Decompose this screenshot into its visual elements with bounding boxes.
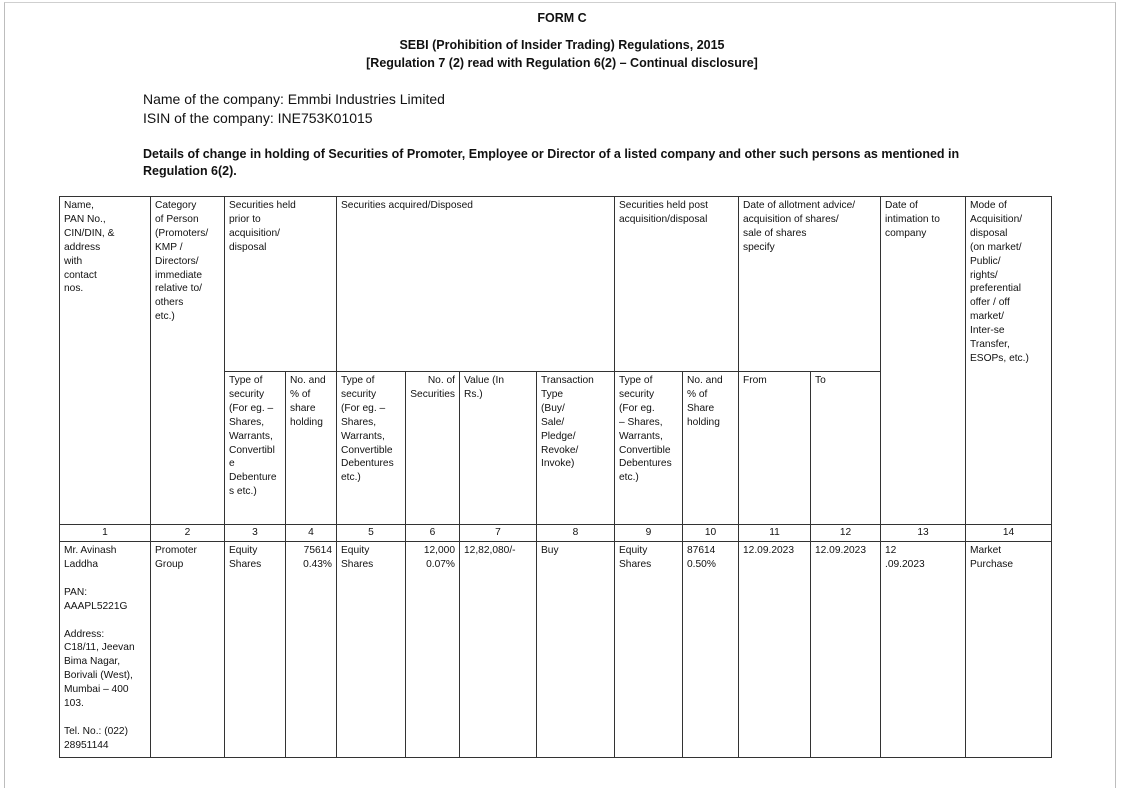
- column-number: 9: [615, 525, 683, 542]
- cell-mode: Market Purchase: [966, 541, 1052, 757]
- cell-acq-no: 12,000 0.07%: [406, 541, 460, 757]
- column-number: 6: [406, 525, 460, 542]
- disclosure-table: [59, 196, 1052, 758]
- cell-prior-type: Equity Shares: [225, 541, 286, 757]
- column-number: 1: [60, 525, 151, 542]
- header-held-prior: Securities held prior to acquisition/ disposal: [225, 197, 337, 372]
- subheader-from: From: [739, 372, 811, 525]
- header-acquired-disposed: Securities acquired/Disposed: [337, 197, 615, 372]
- cell-acq-type: Equity Shares: [337, 541, 406, 757]
- column-number: 7: [460, 525, 537, 542]
- cell-category: Promoter Group: [151, 541, 225, 757]
- subheader-acq-type: Type of security (For eg. – Shares, Warrants, Convertible Debentures etc.): [337, 372, 406, 525]
- subheader-post-no: No. and % of Share holding: [683, 372, 739, 525]
- address-label: Address:: [64, 628, 105, 640]
- person-name: Mr. Avinash Laddha: [64, 544, 117, 570]
- header-held-post: Securities held post acquisition/disposal: [615, 197, 739, 372]
- cell-post-type: Equity Shares: [615, 541, 683, 757]
- column-number: 14: [966, 525, 1052, 542]
- column-number: 13: [881, 525, 966, 542]
- regulation-title: SEBI (Prohibition of Insider Trading) Regulations, 2015: [399, 38, 725, 52]
- column-number: 12: [811, 525, 881, 542]
- cell-acq-value: 12,82,080/-: [460, 541, 537, 757]
- column-number-row: [60, 525, 1052, 542]
- table-row: [60, 541, 1052, 757]
- column-number: 10: [683, 525, 739, 542]
- subheader-acq-no: No. of Securities: [406, 372, 460, 525]
- header-mode: Mode of Acquisition/ disposal (on market/ Public/ rights/ preferential offer / off market/ Inter-se Transfer, ESOPs, etc.): [966, 197, 1052, 525]
- table-header-row: [60, 197, 1052, 372]
- address-value: C18/11, Jeevan Bima Nagar, Borivali (West), Mumbai – 400 103.: [64, 642, 135, 710]
- regulation-reference: [Regulation 7 (2) read with Regulation 6(2) – Continual disclosure]: [366, 56, 758, 70]
- subheader-to: To: [811, 372, 881, 525]
- subheader-acq-txn: Transaction Type (Buy/ Sale/ Pledge/ Revoke/ Invoke): [537, 372, 615, 525]
- header-intimation-date: Date of intimation to company: [881, 197, 966, 525]
- column-number: 3: [225, 525, 286, 542]
- header-category: Category of Person (Promoters/ KMP / Directors/ immediate relative to/ others etc.): [151, 197, 225, 525]
- column-number: 4: [286, 525, 337, 542]
- subheader-prior-type: Type of security (For eg. – Shares, Warrants, Convertibl e Debenture s etc.): [225, 372, 286, 525]
- column-number: 2: [151, 525, 225, 542]
- cell-intimation-date: 12 .09.2023: [881, 541, 966, 757]
- tel-line: Tel. No.: (022): [64, 725, 128, 737]
- pan-number: AAAPL5221G: [64, 600, 128, 612]
- header-name: Name, PAN No., CIN/DIN, & address with contact nos.: [60, 197, 151, 525]
- tel-number: 28951144: [64, 739, 109, 751]
- company-isin: ISIN of the company: INE753K01015: [143, 110, 373, 126]
- cell-from-date: 12.09.2023: [739, 541, 811, 757]
- cell-post-no: 87614 0.50%: [683, 541, 739, 757]
- subheader-prior-no: No. and % of share holding: [286, 372, 337, 525]
- details-heading: Details of change in holding of Securities of Promoter, Employee or Director of a listed company and other such persons as mentioned in Regulation 6(2).: [143, 147, 960, 178]
- subheader-acq-value: Value (In Rs.): [460, 372, 537, 525]
- form-title: FORM C: [537, 11, 587, 25]
- pan-label: PAN:: [64, 586, 88, 598]
- column-number: 11: [739, 525, 811, 542]
- cell-to-date: 12.09.2023: [811, 541, 881, 757]
- column-number: 5: [337, 525, 406, 542]
- cell-prior-no: 75614 0.43%: [286, 541, 337, 757]
- cell-name-details: [60, 541, 151, 757]
- header-allotment-date: Date of allotment advice/ acquisition of shares/ sale of shares specify: [739, 197, 881, 372]
- company-name: Name of the company: Emmbi Industries Limited: [143, 91, 445, 107]
- subheader-post-type: Type of security (For eg. – Shares, Warrants, Convertible Debentures etc.): [615, 372, 683, 525]
- column-number: 8: [537, 525, 615, 542]
- cell-acq-txn: Buy: [537, 541, 615, 757]
